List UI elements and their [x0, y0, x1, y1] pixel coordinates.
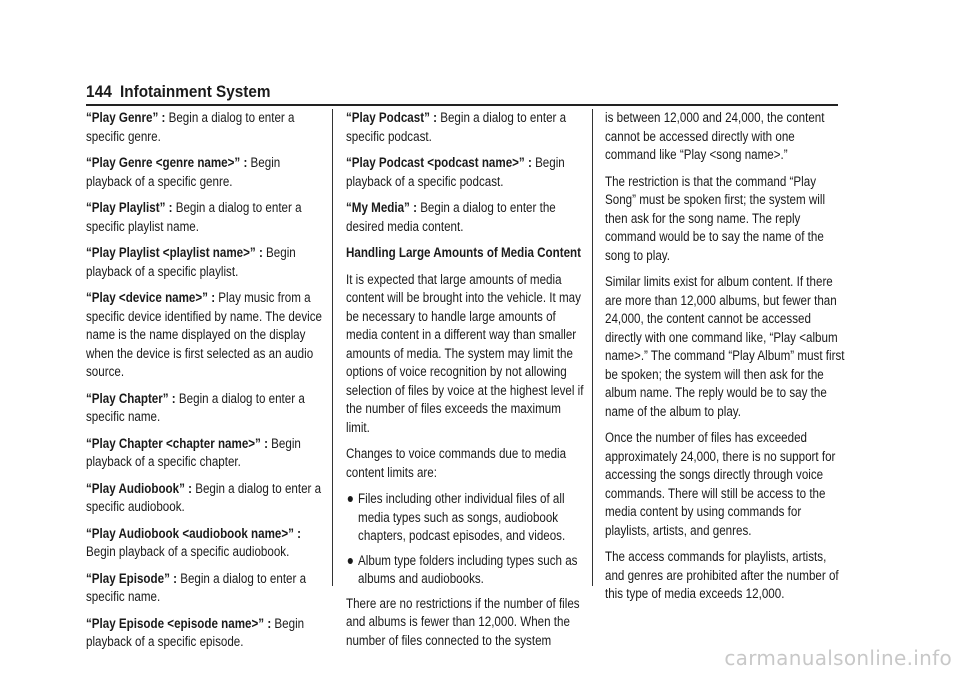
command-entry	[86, 480, 327, 517]
command-entry	[86, 244, 327, 281]
column-left	[86, 109, 327, 660]
command-entry	[86, 109, 327, 146]
command-entry	[346, 154, 587, 191]
command-name: “Play Podcast” :	[346, 110, 441, 125]
column-right	[605, 109, 846, 612]
command-description: Begin a dialog to enter the desired media content.	[346, 200, 556, 234]
command-entry	[86, 289, 327, 382]
paragraph: It is expected that large amounts of media content will be brought into the vehicle. It may be necessary to handle large amounts of media content in a different way than smaller amounts of media. The system may limit the options of voice recognition by not allowing selection of files by voice at the highest level if the number of files exceeds the maximum limit.	[346, 271, 584, 435]
command-name: “Play Audiobook” :	[86, 480, 196, 496]
subsection-heading: Handling Large Amounts of Media Content	[346, 245, 581, 260]
paragraph: Once the number of files has exceeded approximately 24,000, there is no support for accessing the songs directly through voice commands. There will still be access to the media content by using commands for playlists, artists, and genres.	[605, 430, 836, 538]
command-description: Begin a dialog to enter a specific podcast.	[346, 110, 567, 144]
command-name: “Play Genre” :	[86, 110, 169, 125]
command-description: Begin playback of a specific podcast.	[346, 155, 565, 189]
paragraph: The access commands for playlists, artists, and genres are prohibited after the number of this type of media exceeds 12,000.	[605, 549, 839, 601]
command-description: Begin playback of a specific episode.	[86, 615, 305, 649]
command-entry	[86, 199, 327, 236]
command-description: Play music from a specific device identified by name. The device name is the name displayed on the display when the device is first selected as an audio source.	[86, 290, 322, 379]
command-name: “Play Episode <episode name>” :	[86, 615, 275, 631]
command-description: Begin a dialog to enter a specific name.	[86, 390, 305, 424]
command-name: “Play Episode” :	[86, 570, 181, 586]
command-name: “Play Genre <genre name>” :	[86, 155, 251, 170]
paragraph: There are no restrictions if the number of files and albums is fewer than 12,000. When the number of files connected to the system	[346, 595, 580, 648]
page-number: 144	[86, 82, 113, 101]
page-header	[86, 82, 838, 106]
command-description: Begin playback of a specific audiobook.	[86, 544, 290, 559]
paragraph: is between 12,000 and 24,000, the content cannot be accessed directly with one command like “Play <song name>.”	[605, 110, 825, 162]
command-entry	[86, 390, 327, 427]
command-name: “Play <device name>” :	[86, 290, 219, 305]
command-entry	[346, 109, 587, 146]
command-name: “Play Playlist” :	[86, 200, 176, 215]
command-description: Begin a dialog to enter a specific audiobook.	[86, 480, 322, 514]
command-description: Begin playback of a specific playlist.	[86, 245, 296, 279]
command-entry	[86, 154, 327, 191]
command-entry	[346, 199, 587, 236]
command-name: “Play Chapter” :	[86, 390, 179, 406]
paragraph: The restriction is that the command “Play Song” must be spoken first; the system will then ask for the song name. The reply command would be to say the name of the song to play.	[605, 173, 826, 263]
command-name: “Play Podcast <podcast name>” :	[346, 155, 536, 170]
command-description: Begin a dialog to enter a specific genre.	[86, 110, 295, 144]
column-divider	[592, 109, 593, 586]
command-description: Begin a dialog to enter a specific playlist name.	[86, 200, 302, 234]
command-name: “My Media” :	[346, 200, 421, 215]
command-entry	[86, 615, 327, 652]
command-entry	[86, 570, 327, 607]
command-name: “Play Chapter <chapter name>” :	[86, 435, 272, 451]
command-entry	[86, 435, 327, 472]
paragraph: Changes to voice commands due to media content limits are:	[346, 446, 567, 480]
bullet-item: Album type folders including types such as albums and audiobooks.	[346, 552, 587, 589]
command-name: “Play Playlist <playlist name>” :	[86, 245, 267, 260]
command-entry	[86, 525, 327, 562]
command-description: Begin playback of a specific genre.	[86, 155, 281, 189]
command-description: Begin a dialog to enter a specific name.	[86, 570, 307, 604]
section-title: Infotainment System	[120, 82, 271, 101]
watermark-text: carmanualsonline.info	[724, 646, 952, 670]
bullet-item: Files including other individual files of all media types such as songs, audiobook chapters, podcast episodes, and videos.	[346, 490, 587, 546]
command-description: Begin playback of a specific chapter.	[86, 435, 301, 469]
column-divider	[332, 109, 333, 586]
column-middle	[346, 109, 587, 658]
command-name: “Play Audiobook <audiobook name>” :	[86, 525, 302, 541]
paragraph: Similar limits exist for album content. If there are more than 12,000 albums, but fewer than 24,000, the content cannot be accessed directly with one command like, “Play <album name>.” The command “Play Album” must first be spoken; the system will then ask for the album name. The reply would be to say the name of the album to play.	[605, 274, 845, 419]
